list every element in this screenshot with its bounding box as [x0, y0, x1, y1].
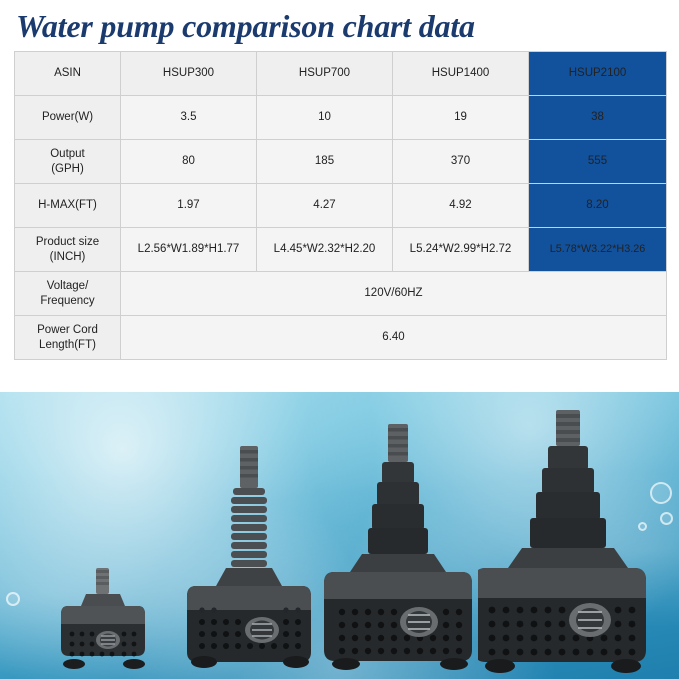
pump-hsup1400: [322, 420, 478, 672]
cell-power-3: 19: [393, 96, 529, 140]
header-model-1: HSUP300: [121, 52, 257, 96]
header-model-4-highlighted: HSUP2100: [529, 52, 667, 96]
header-model-3: HSUP1400: [393, 52, 529, 96]
cell-output-1: 80: [121, 140, 257, 184]
cell-product-size-1: L2.56*W1.89*H1.77: [121, 228, 257, 272]
cell-output-4-highlighted: 555: [529, 140, 667, 184]
cell-power-2: 10: [257, 96, 393, 140]
cell-hmax-3: 4.92: [393, 184, 529, 228]
row-label-voltage-line1: Voltage/: [46, 280, 89, 293]
row-label-power-cord-line2: Length(FT): [39, 338, 96, 351]
row-label-power-cord-line1: Power Cord: [37, 324, 98, 337]
row-label-product-size-line2: (INCH): [49, 250, 86, 263]
product-photo: [0, 392, 679, 679]
table-row-power-cord: [15, 316, 667, 360]
row-label-voltage-line2: Frequency: [40, 294, 95, 307]
cell-power-4-highlighted: 38: [529, 96, 667, 140]
cell-power-1: 3.5: [121, 96, 257, 140]
header-model-2: HSUP700: [257, 52, 393, 96]
row-label-output-line2: (GPH): [51, 162, 84, 175]
row-label-power: Power(W): [15, 96, 121, 140]
table-row-power: [15, 96, 667, 140]
cell-power-cord-merged: 6.40: [121, 316, 667, 360]
cell-output-3: 370: [393, 140, 529, 184]
bubble-icon-4: [6, 592, 20, 606]
cell-hmax-1: 1.97: [121, 184, 257, 228]
cell-product-size-3: L5.24*W2.99*H2.72: [393, 228, 529, 272]
row-label-product-size: [15, 228, 121, 272]
bubble-icon-2: [660, 512, 673, 525]
row-label-output: [15, 140, 121, 184]
table-row-product-size: [15, 228, 667, 272]
cell-product-size-2: L4.45*W2.32*H2.20: [257, 228, 393, 272]
spec-table-container: [0, 51, 679, 360]
spec-table: [14, 51, 667, 360]
row-label-power-cord: [15, 316, 121, 360]
row-label-hmax: H-MAX(FT): [15, 184, 121, 228]
pump-hsup300: [46, 560, 166, 672]
cell-hmax-2: 4.27: [257, 184, 393, 228]
pump-hsup700: [180, 440, 320, 672]
header-asin: ASIN: [15, 52, 121, 96]
table-row-output: [15, 140, 667, 184]
table-row-hmax: [15, 184, 667, 228]
page-title: Water pump comparison chart data: [16, 8, 475, 44]
cell-output-2: 185: [257, 140, 393, 184]
row-label-product-size-line1: Product size: [35, 236, 100, 249]
row-label-output-line1: Output: [50, 148, 85, 161]
cell-voltage-merged: 120V/60HZ: [121, 272, 667, 316]
row-label-voltage: [15, 272, 121, 316]
table-header-row: [15, 52, 667, 96]
cell-product-size-4-highlighted: L5.78*W3.22*H3.26: [529, 228, 667, 272]
cell-hmax-4-highlighted: 8.20: [529, 184, 667, 228]
table-row-voltage: [15, 272, 667, 316]
pump-hsup2100: [478, 408, 658, 674]
